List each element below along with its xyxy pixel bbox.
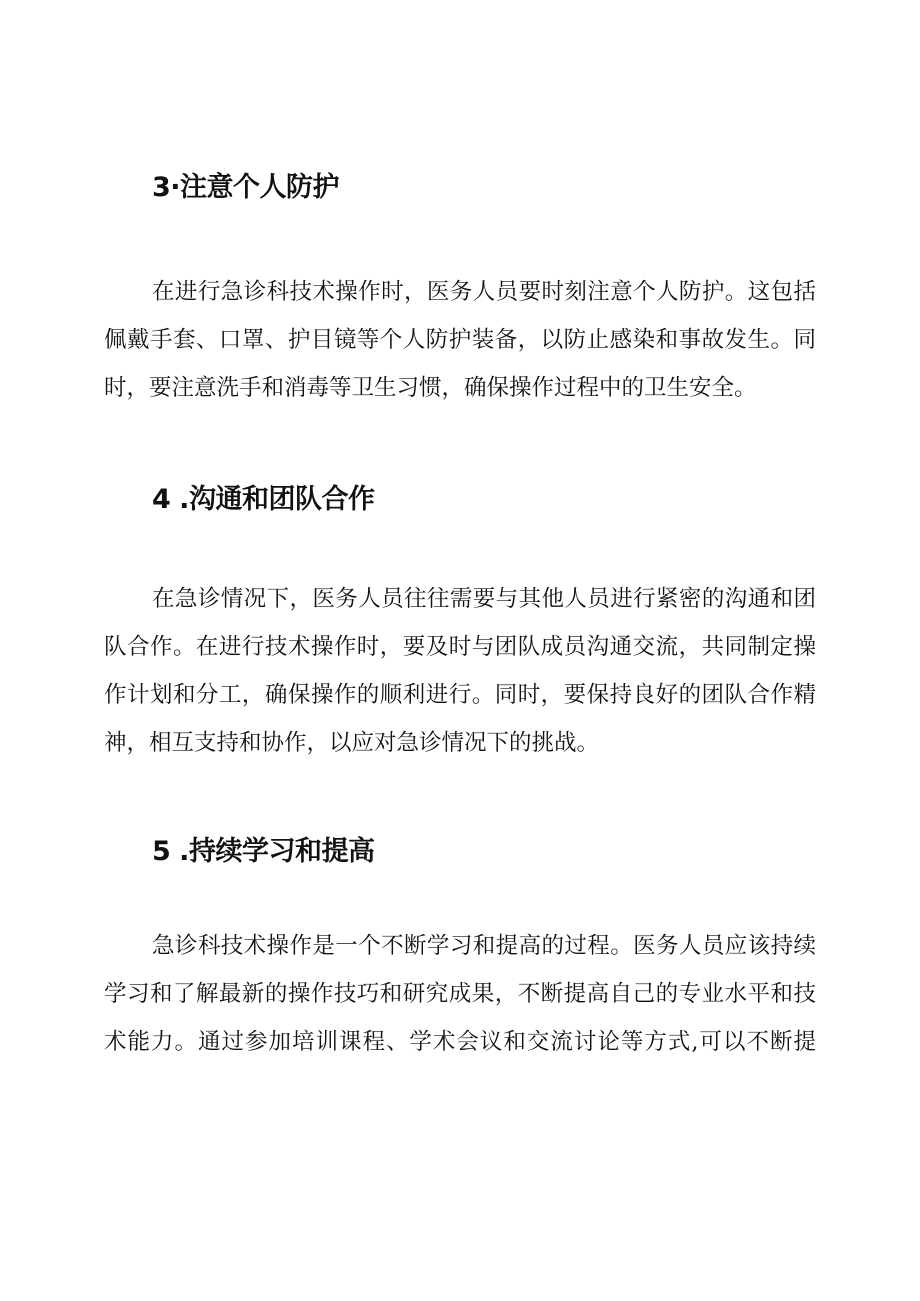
paragraph-line: 佩戴手套、口罩、护目镜等个人防护装备，以防止感染和事故发生。同 <box>104 327 816 353</box>
paragraph-continuous-learning <box>104 922 816 1066</box>
paragraph-line: 队合作。在进行技术操作时，要及时与团队成员沟通交流，共同制定操 <box>104 634 816 660</box>
paragraph-line: 时，要注意洗手和消毒等卫生习惯，确保操作过程中的卫生安全。 <box>104 375 757 401</box>
paragraph-personal-protection <box>104 268 816 412</box>
paragraph-line: 学习和了解最新的操作技巧和研究成果，不断提高自己的专业水平和技 <box>104 981 816 1007</box>
paragraph-communication-teamwork <box>104 575 816 767</box>
paragraph-line: 神，相互支持和协作，以应对急诊情况下的挑战。 <box>104 730 600 756</box>
section-heading-continuous-learning: 5 .持续学习和提高 <box>152 836 375 867</box>
section-heading-personal-protection: 3·注意个人防护 <box>152 172 340 203</box>
section-heading-communication-teamwork: 4 .沟通和团队合作 <box>152 484 375 515</box>
paragraph-line: 在急诊情况下，医务人员往往需要与其他人员进行紧密的沟通和团 <box>152 586 816 612</box>
paragraph-line: 术能力。通过参加培训课程、学术会议和交流讨论等方式,可以不断提 <box>104 1029 816 1055</box>
paragraph-line: 作计划和分工，确保操作的顺利进行。同时，要保持良好的团队合作精 <box>104 682 816 708</box>
paragraph-line: 在进行急诊科技术操作时，医务人员要时刻注意个人防护。这包括 <box>152 279 816 305</box>
paragraph-line: 急诊科技术操作是一个不断学习和提高的过程。医务人员应该持续 <box>152 933 816 959</box>
